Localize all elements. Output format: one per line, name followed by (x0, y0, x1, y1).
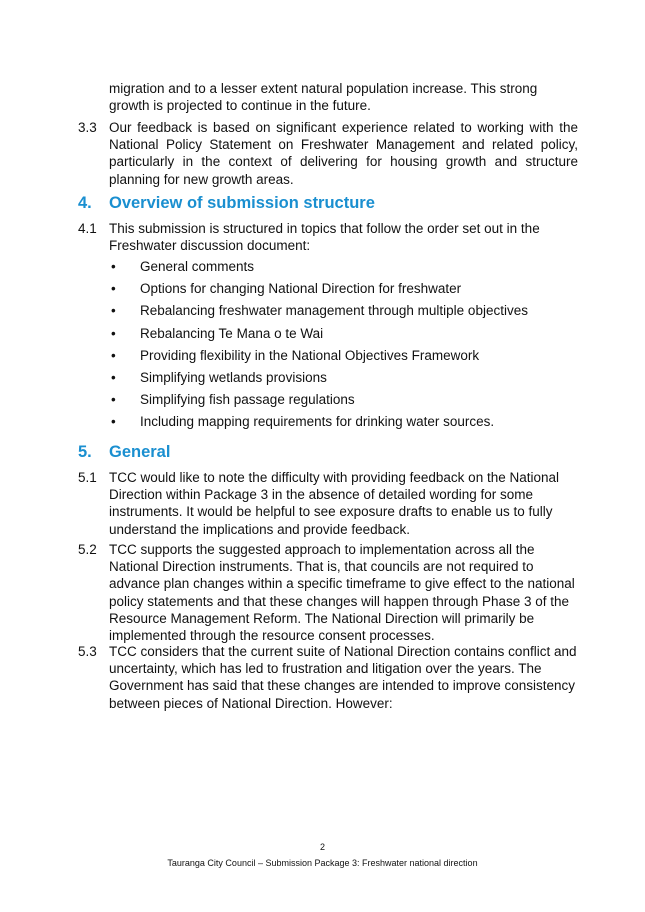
section-number: 4. (78, 194, 92, 212)
section-title: Overview of submission structure (109, 194, 375, 212)
paragraph-number: 5.1 (78, 470, 97, 485)
paragraph-text: This submission is structured in topics that follow the order set out in the Freshwater discussion document: (109, 221, 540, 254)
paragraph-number: 4.1 (78, 221, 97, 236)
bullet-icon: • (111, 303, 116, 319)
list-item: • Options for changing National Direction for freshwater (111, 281, 462, 297)
paragraph-text: TCC would like to note the difficulty with providing feedback on the National Direction within Package 3 in the absence of detailed wording for some instruments. It would be helpful to see exposure drafts to enable us to fully understand the implications and provide feedback. (109, 470, 560, 537)
paragraph-text: TCC considers that the current suite of National Direction contains conflict and uncertainty, which has led to frustration and litigation over the years. The Government has said that these changes are intended to improve consistency between pieces of National Direction. However: (109, 644, 577, 711)
section-number: 5. (78, 443, 92, 461)
bullet-icon: • (111, 347, 116, 363)
list-item: • Simplifying wetlands provisions (111, 369, 327, 385)
paragraph-text: migration and to a lesser extent natural population increase. This strong growth is projected to continue in the future. (109, 81, 538, 114)
paragraph-number: 5.3 (78, 644, 97, 659)
list-item: • Simplifying fish passage regulations (111, 392, 355, 408)
section-title: General (109, 443, 171, 461)
list-item: • Including mapping requirements for drinking water sources. (111, 414, 495, 430)
bullet-icon: • (111, 392, 116, 408)
list-item: • Rebalancing freshwater management through multiple objectives (111, 303, 528, 319)
paragraph-number: 3.3 (78, 120, 97, 135)
topics-bullet-list (109, 258, 569, 436)
page-number: 2 (319, 842, 325, 852)
bullet-icon: • (111, 259, 116, 274)
paragraph-3-3 (78, 119, 578, 188)
paragraph-number: 5.2 (78, 542, 97, 557)
paragraph-4-1 (78, 220, 578, 254)
bullet-icon: • (111, 414, 116, 430)
paragraph-5-1 (78, 469, 578, 538)
paragraph-5-3 (78, 643, 578, 712)
paragraph-text: Our feedback is based on significant experience related to working with the National Policy Statement on Freshwater Management and related policy, particularly in the context of delivering for housing growth and structure planning for new growth areas. (109, 120, 578, 187)
paragraph-intro-continuation (78, 80, 578, 114)
list-item: • Rebalancing Te Mana o te Wai (111, 325, 324, 341)
list-item: • Providing flexibility in the National Objectives Framework (111, 347, 480, 363)
section-5-heading (78, 443, 170, 462)
paragraph-5-2 (78, 541, 578, 644)
bullet-icon: • (111, 325, 116, 341)
page-footer: Tauranga City Council – Submission Package 3: Freshwater national direction (167, 858, 478, 868)
bullet-icon: • (111, 369, 116, 385)
bullet-icon: • (111, 281, 116, 297)
section-4-heading (78, 194, 375, 213)
list-item: • General comments (111, 259, 255, 274)
paragraph-text: TCC supports the suggested approach to implementation across all the National Direction instruments. That is, that councils are not required to advance plan changes within a specific timeframe to give effect to the national policy statements and that these changes will happen through Phase 3 of the Resource Management Reform. The National Direction will primarily be implemented through the resource consent processes. (109, 542, 575, 644)
